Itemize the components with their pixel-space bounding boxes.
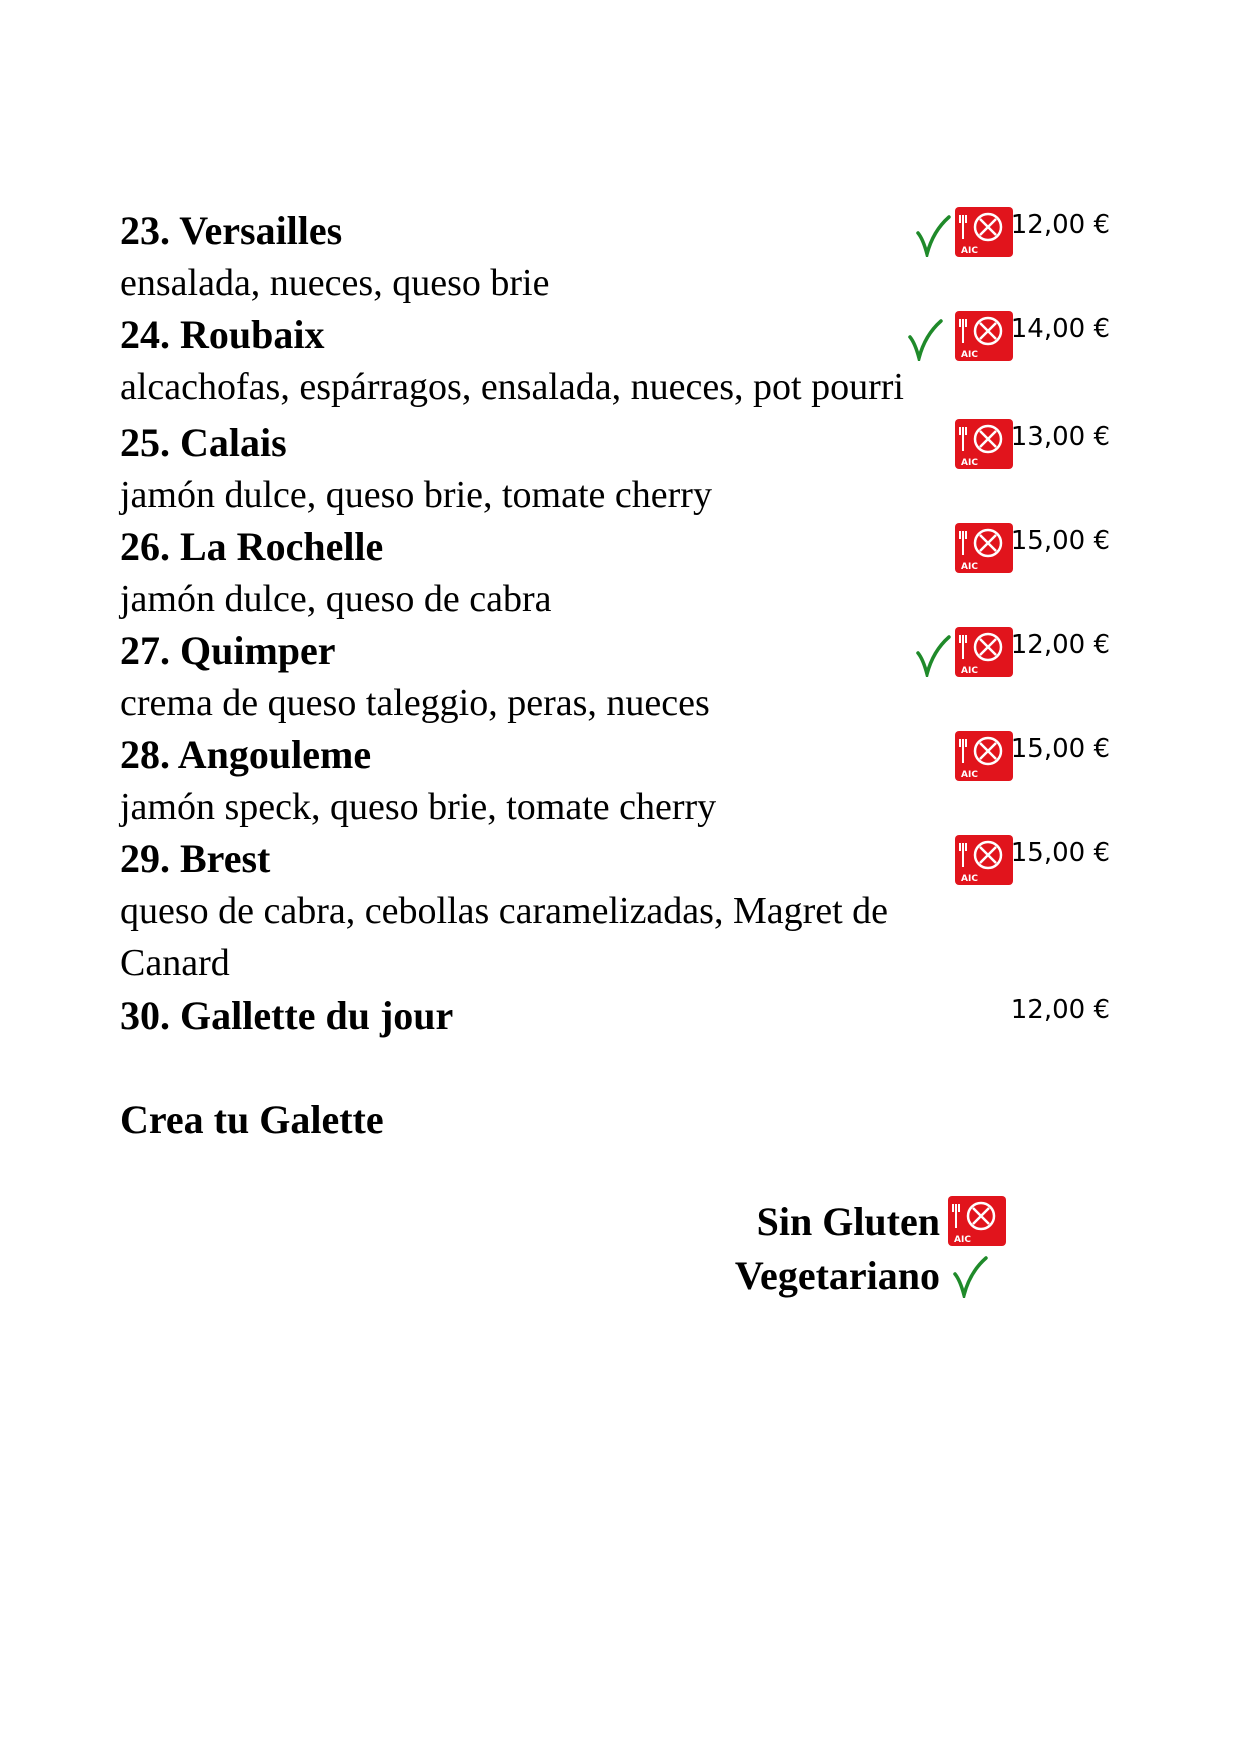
legend-gluten-free [600, 1196, 1010, 1248]
item-description: jamón dulce, queso de cabra [120, 578, 552, 620]
vegetarian-icon [915, 213, 951, 257]
gluten-free-icon [948, 1196, 1006, 1246]
item-price: 15,00 € [1010, 838, 1110, 868]
item-title: 30. Gallette du jour [120, 993, 454, 1038]
svg-text:AIC: AIC [961, 770, 978, 780]
item-title: 25. Calais [120, 420, 287, 465]
item-description: crema de queso taleggio, peras, nueces [120, 682, 710, 724]
legend-vegetarian-label: Vegetariano [734, 1253, 940, 1298]
gluten-free-icon [955, 311, 1013, 361]
svg-text:AIC: AIC [961, 562, 978, 572]
item-price: 12,00 € [1010, 210, 1110, 240]
svg-text:AIC: AIC [954, 1235, 971, 1245]
item-title: 29. Brest [120, 836, 271, 881]
item-title: 23. Versailles [120, 208, 343, 253]
menu-item [120, 521, 1110, 625]
item-description: jamón speck, queso brie, tomate cherry [120, 786, 717, 828]
legend-vegetarian [600, 1250, 1010, 1302]
item-title: 28. Angouleme [120, 732, 372, 777]
diet-icons [915, 207, 1025, 257]
item-price: 12,00 € [1010, 630, 1110, 660]
menu-item [120, 625, 1110, 729]
svg-text:AIC: AIC [961, 874, 978, 884]
item-price: 14,00 € [1010, 314, 1110, 344]
diet-icons [915, 835, 1025, 885]
item-price: 12,00 € [1010, 995, 1110, 1025]
gluten-free-icon [955, 627, 1013, 677]
item-price: 15,00 € [1010, 526, 1110, 556]
menu-item [120, 729, 1110, 833]
item-description: queso de cabra, cebollas caramelizadas, Magret de Canard [120, 890, 889, 984]
item-description: alcachofas, espárragos, ensalada, nueces, pot pourri [120, 366, 904, 408]
svg-text:AIC: AIC [961, 350, 978, 360]
item-price: 13,00 € [1010, 422, 1110, 452]
gluten-free-icon [955, 731, 1013, 781]
item-description: ensalada, nueces, queso brie [120, 262, 550, 304]
menu-item [120, 833, 1110, 989]
menu-item [120, 417, 1110, 521]
menu-item [120, 309, 1110, 413]
menu-item [120, 990, 1110, 1042]
vegetarian-icon [915, 633, 951, 677]
diet-icons [915, 731, 1025, 781]
item-price: 15,00 € [1010, 734, 1110, 764]
gluten-free-icon [955, 207, 1013, 257]
vegetarian-icon [907, 317, 943, 361]
item-description: jamón dulce, queso brie, tomate cherry [120, 474, 712, 516]
section-heading: Crea tu Galette [120, 1097, 384, 1142]
gluten-free-icon [955, 523, 1013, 573]
diet-icons [915, 419, 1025, 469]
menu-item [120, 205, 1110, 309]
item-title: 27. Quimper [120, 628, 336, 673]
svg-text:AIC: AIC [961, 666, 978, 676]
svg-text:AIC: AIC [961, 246, 978, 256]
diet-icons [907, 311, 1017, 361]
svg-text:AIC: AIC [961, 458, 978, 468]
vegetarian-icon [952, 1254, 988, 1298]
gluten-free-icon [955, 419, 1013, 469]
diet-icons [915, 627, 1025, 677]
gluten-free-icon [955, 835, 1013, 885]
legend-gluten-free-label: Sin Gluten [756, 1199, 940, 1244]
item-title: 24. Roubaix [120, 312, 325, 357]
diet-icons [915, 523, 1025, 573]
item-title: 26. La Rochelle [120, 524, 384, 569]
